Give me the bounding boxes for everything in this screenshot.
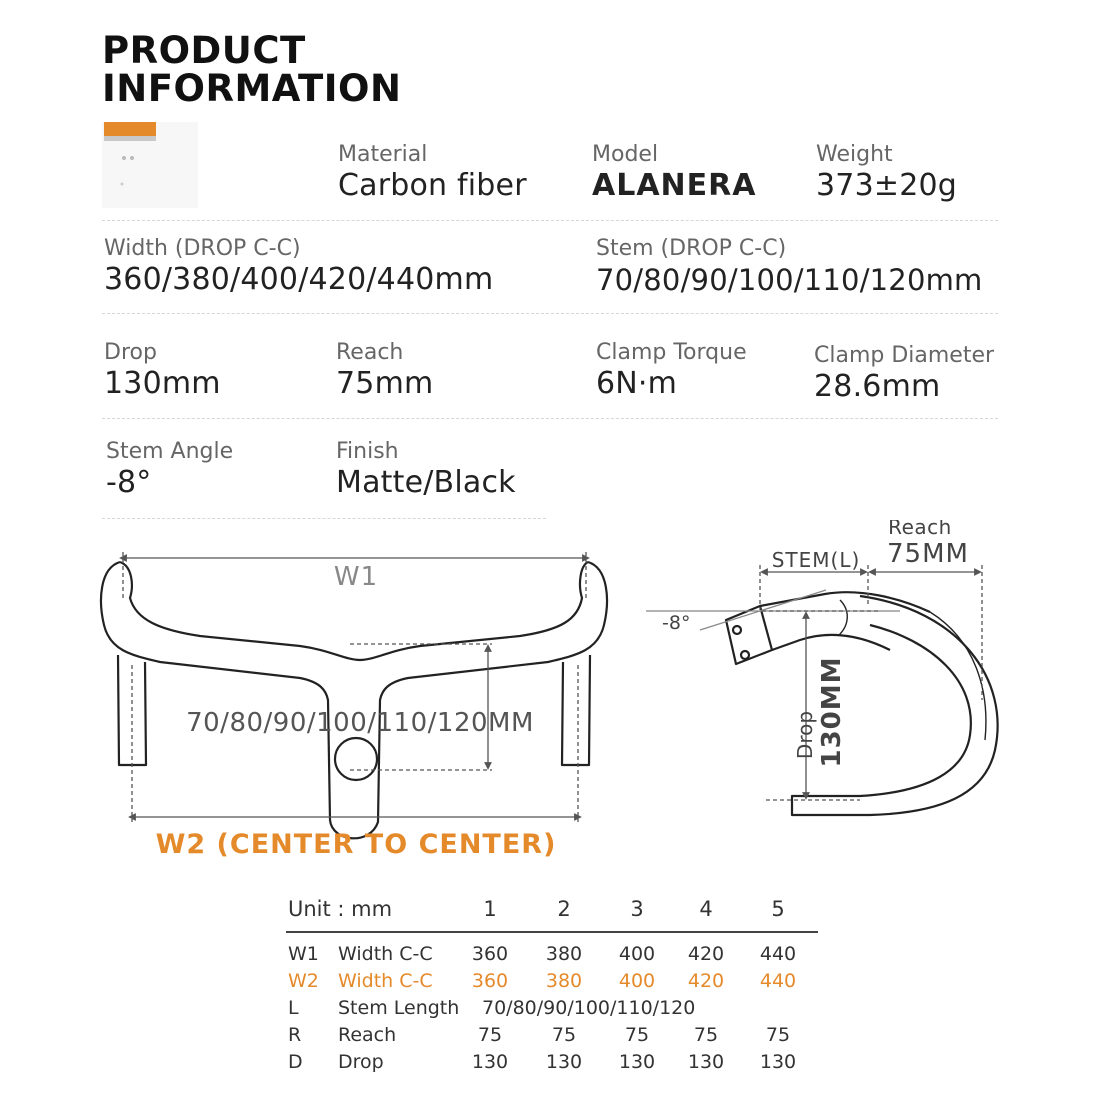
title-line-2: INFORMATION xyxy=(102,67,402,110)
row-cell: 75 xyxy=(551,1024,577,1046)
row-name: Reach xyxy=(338,1024,397,1046)
row-cell: 75 xyxy=(624,1024,650,1046)
row-cell: 130 xyxy=(759,1051,797,1073)
spec-stem-angle-label: Stem Angle xyxy=(106,439,234,464)
spec-finish-label: Finish xyxy=(336,439,399,464)
size-col-4: 4 xyxy=(699,897,713,921)
size-col-1: 1 xyxy=(483,897,497,921)
row-name: Stem Length xyxy=(338,997,460,1019)
spec-stem-label: Stem (DROP C-C) xyxy=(596,236,787,261)
spec-width-value: 360/380/400/420/440mm xyxy=(104,262,494,297)
drop-title: Drop xyxy=(793,710,817,760)
spec-material xyxy=(338,142,527,204)
spec-drop-value: 130mm xyxy=(104,366,221,401)
row-key: W2 xyxy=(288,970,319,992)
spec-model-label: Model xyxy=(592,142,659,167)
side-view-diagram xyxy=(726,592,998,815)
spec-reach-label: Reach xyxy=(336,340,404,365)
spec-weight xyxy=(816,142,957,204)
row-key: W1 xyxy=(288,943,319,965)
size-col-5: 5 xyxy=(771,897,785,921)
spec-weight-label: Weight xyxy=(816,142,893,167)
size-table xyxy=(286,893,818,1076)
table-row xyxy=(286,1049,818,1076)
spec-material-label: Material xyxy=(338,142,428,167)
spec-stem-angle-value: -8° xyxy=(106,465,152,500)
row-cell: 130 xyxy=(545,1051,583,1073)
spec-clamp-diameter xyxy=(814,343,994,405)
row-cell: 400 xyxy=(618,943,656,965)
row-cell: 420 xyxy=(687,970,725,992)
size-col-2: 2 xyxy=(557,897,571,921)
row-cell: 380 xyxy=(545,943,583,965)
spec-clamp-diameter-value: 28.6mm xyxy=(814,369,941,404)
size-table-header xyxy=(286,893,818,933)
row-cell: 130 xyxy=(687,1051,725,1073)
w1-label: W1 xyxy=(333,562,379,592)
spec-clamp-torque xyxy=(596,340,747,402)
row-key: R xyxy=(288,1024,302,1046)
title-line-1: PRODUCT xyxy=(102,29,306,72)
row-cell: 75 xyxy=(693,1024,719,1046)
spec-reach xyxy=(336,340,433,402)
spec-stem-angle xyxy=(106,439,233,501)
divider-2 xyxy=(102,313,998,314)
row-name: Width C-C xyxy=(338,943,433,965)
size-table-unit: Unit : mm xyxy=(288,897,393,921)
stem-label: STEM(L) xyxy=(771,548,861,572)
row-cell: 400 xyxy=(618,970,656,992)
spec-clamp-torque-value: 6N·m xyxy=(596,366,678,401)
spec-drop xyxy=(104,340,221,402)
row-key: L xyxy=(288,997,299,1019)
row-span-cell: 70/80/90/100/110/120 xyxy=(482,997,696,1019)
row-cell: 130 xyxy=(471,1051,509,1073)
product-thumbnail xyxy=(102,122,198,208)
spec-weight-value: 373±20g xyxy=(816,168,958,203)
row-cell: 380 xyxy=(545,970,583,992)
row-name: Drop xyxy=(338,1051,384,1073)
row-cell: 360 xyxy=(471,970,509,992)
spec-material-value: Carbon fiber xyxy=(338,168,527,203)
reach-title: Reach xyxy=(888,520,952,539)
drop-value: 130MM xyxy=(817,656,847,768)
row-cell: 440 xyxy=(759,970,797,992)
spec-width-label: Width (DROP C-C) xyxy=(104,236,301,261)
row-name: Width C-C xyxy=(338,970,433,992)
row-cell: 440 xyxy=(759,943,797,965)
row-key: D xyxy=(288,1051,303,1073)
spec-drop-label: Drop xyxy=(104,340,157,365)
row-cell: 360 xyxy=(471,943,509,965)
row-cell: 75 xyxy=(477,1024,503,1046)
spec-reach-value: 75mm xyxy=(336,366,434,401)
row-cell: 130 xyxy=(618,1051,656,1073)
spec-clamp-torque-label: Clamp Torque xyxy=(596,340,747,365)
stem-lengths-label: 70/80/90/100/110/120MM xyxy=(186,708,534,738)
front-view-dimensions xyxy=(123,552,586,822)
size-col-3: 3 xyxy=(630,897,644,921)
table-row xyxy=(286,941,818,968)
spec-stem xyxy=(596,236,983,298)
page-title xyxy=(102,29,402,110)
front-view-diagram xyxy=(101,562,607,838)
spec-stem-value: 70/80/90/100/110/120mm xyxy=(596,263,983,297)
w2-label: W2 (CENTER TO CENTER) xyxy=(155,829,557,860)
table-row xyxy=(286,1022,818,1049)
table-row xyxy=(286,995,818,1022)
spec-clamp-diameter-label: Clamp Diameter xyxy=(814,343,995,368)
angle-label: -8° xyxy=(662,612,691,634)
divider-1 xyxy=(102,220,998,221)
table-row xyxy=(286,968,818,995)
divider-3 xyxy=(102,418,998,419)
row-cell: 75 xyxy=(765,1024,791,1046)
spec-model-value: ALANERA xyxy=(592,168,757,203)
row-cell: 420 xyxy=(687,943,725,965)
spec-finish xyxy=(336,439,516,501)
side-view-dimensions xyxy=(646,565,982,800)
spec-model xyxy=(592,142,756,204)
spec-width xyxy=(104,236,493,298)
spec-finish-value: Matte/Black xyxy=(336,465,516,500)
reach-value: 75MM xyxy=(887,539,969,569)
divider-4 xyxy=(102,518,546,519)
handlebar-diagrams xyxy=(0,520,1093,865)
